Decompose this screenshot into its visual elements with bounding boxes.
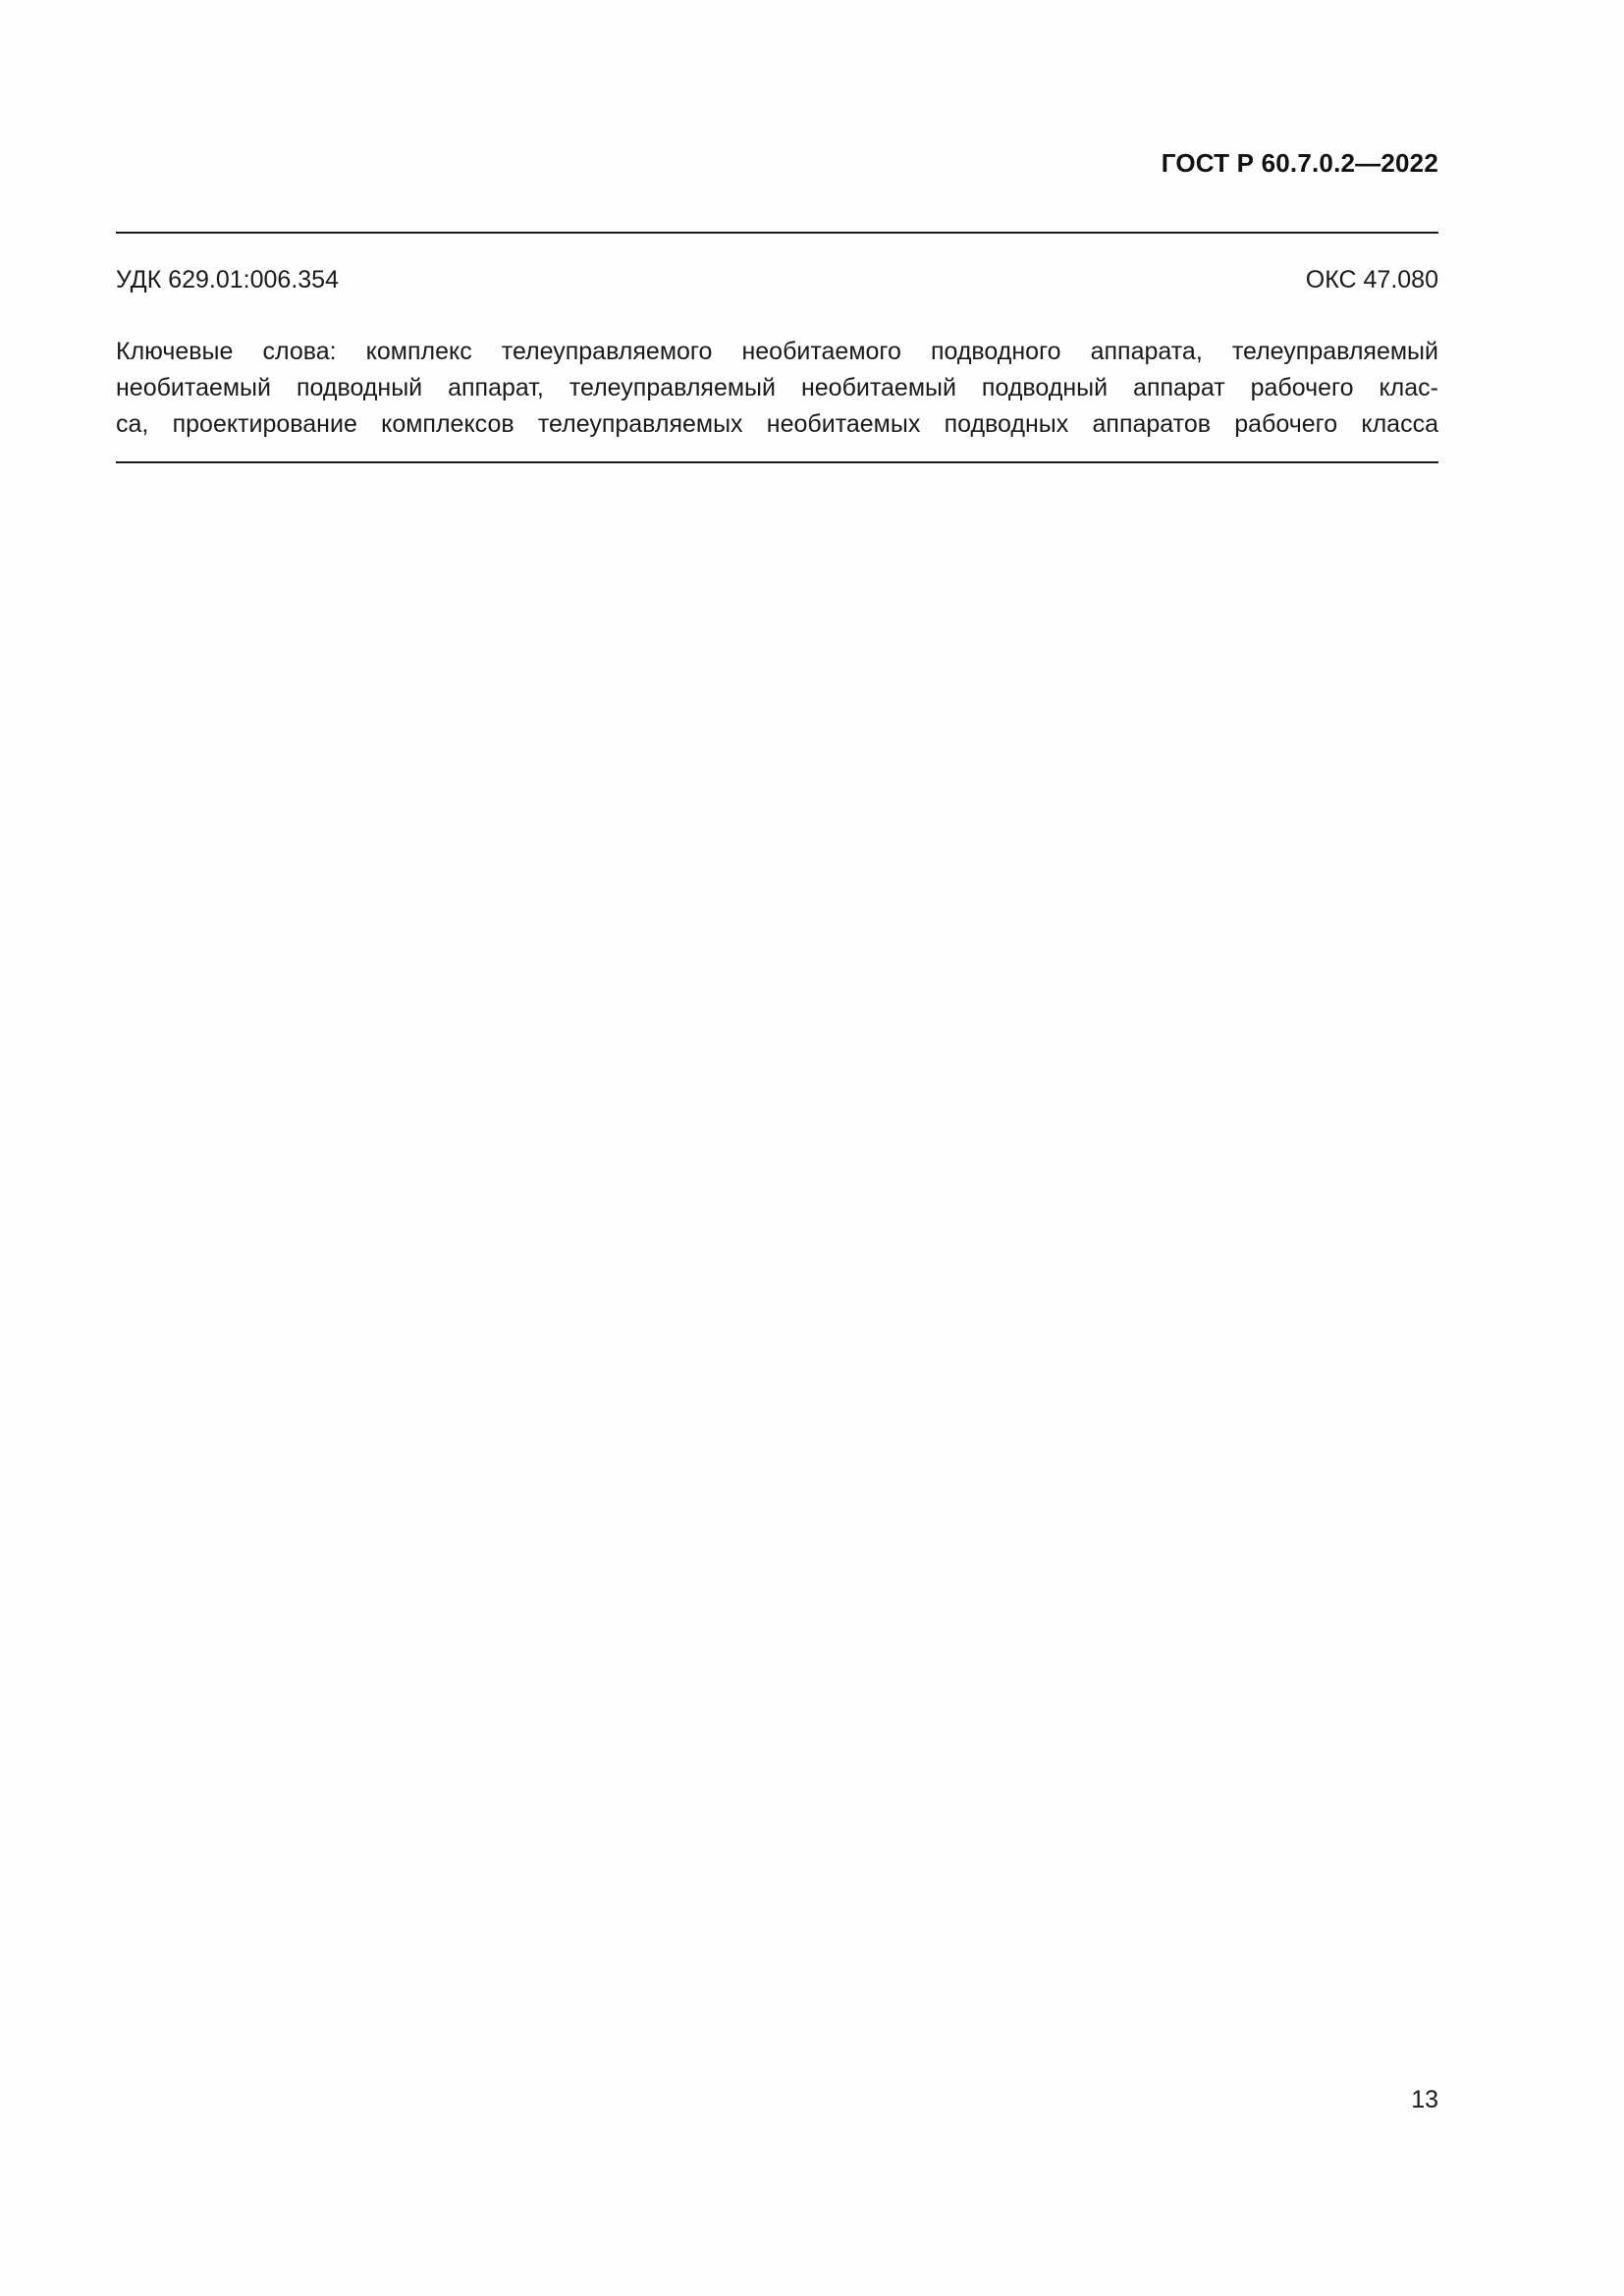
top-divider: [116, 232, 1438, 234]
keywords-line: необитаемый подводный аппарат, телеуправляемый необитаемый подводный аппарат рабочего клас-: [116, 374, 1438, 401]
oks-code: ОКС 47.080: [1305, 266, 1438, 294]
keywords-line: Ключевые слова: комплекс телеуправляемого необитаемого подводного аппарата, телеуправляемый: [116, 338, 1438, 365]
page-number: 13: [1411, 2086, 1438, 2113]
keywords-line: са, проектирование комплексов телеуправляемых необитаемых подводных аппаратов рабочего класса: [116, 410, 1438, 438]
classification-row: [116, 266, 1438, 294]
bottom-divider: [116, 461, 1438, 463]
udk-code: УДК 629.01:006.354: [116, 266, 339, 294]
keywords-paragraph: [116, 334, 1438, 443]
document-code: ГОСТ Р 60.7.0.2—2022: [1161, 148, 1438, 178]
